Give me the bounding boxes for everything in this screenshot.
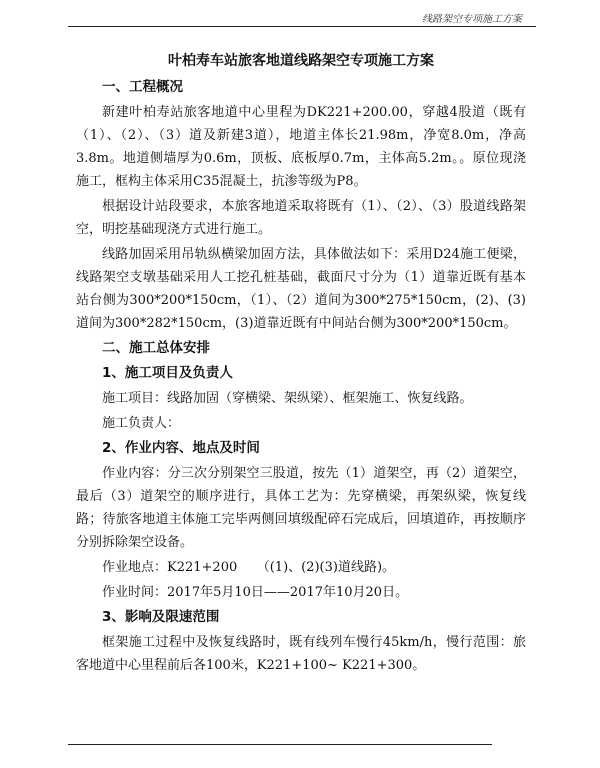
paragraph-overview-3: 线路加固采用吊轨纵横梁加固方法，具体做法如下：采用D24施工便梁，线路架空支墩基础采用人工挖孔桩基础，截面尺寸分为（1）道靠近既有基本站台侧为300*200*150cm，（1）、（2）道间为300*275*150cm，(2)、(3)道间为300*282*150cm，(3)道靠近既有中间站台侧为300*200*150cm。 [76,247,526,331]
paragraph-work-content: 作业内容：分三次分别架空三股道，按先（1）道架空，再（2）道架空，最后（3）道架空的顺序进行，具体工艺为：先穿横梁，再架纵梁，恢复线路；待旅客地道主体施工完毕两侧回填级配碎石完成后，回填道砟，再按顺序分别拆除架空设备。 [76,466,526,550]
section-heading-overview: 一、工程概况 [102,79,183,95]
header-rule [68,26,536,27]
footer-rule [68,744,492,745]
paragraph-work-location: 作业地点：K221+200 （(1)、(2)(3)道线路)。 [102,560,396,575]
subsection-heading-project: 1、施工项目及负责人 [102,365,233,381]
subsection-heading-speed-limit: 3、影响及限速范围 [102,609,220,625]
paragraph-overview-1: 新建叶柏寿站旅客地道中心里程为DK221+200.00，穿越4股道（既有（1）、（2）、（3）道及新建3道），地道主体长21.98m，净宽8.0m，净高3.8m。地道侧墙厚为0.6m，顶板、底板厚0.7m，主体高5.2m。。原位现浇施工，框构主体采用C35混凝土，抗渗等级为P8。 [76,105,526,189]
paragraph-project-items: 施工项目：线路加固（穿横梁、架纵梁）、框架施工、恢复线路。 [102,391,473,406]
paragraph-overview-2: 根据设计站段要求，本旅客地道采取将既有（1）、（2）、（3）股道线路架空，明挖基础现浇方式进行施工。 [76,199,526,237]
paragraph-work-time: 作业时间：2017年5月10日——2017年10月20日。 [102,585,409,600]
subsection-heading-work: 2、作业内容、地点及时间 [102,440,260,456]
paragraph-project-lead: 施工负责人： [102,416,181,431]
section-heading-arrangement: 二、施工总体安排 [102,340,210,356]
document-title: 叶柏寿车站旅客地道线路架空专项施工方案 [168,53,434,69]
running-header: 线路架空专项施工方案 [422,14,522,25]
paragraph-speed-limit: 框架施工过程中及恢复线路时，既有线列车慢行45km/h，慢行范围：旅客地道中心里程前后各100米，K221+100~ K221+300。 [76,635,526,673]
document-body [76,50,526,679]
